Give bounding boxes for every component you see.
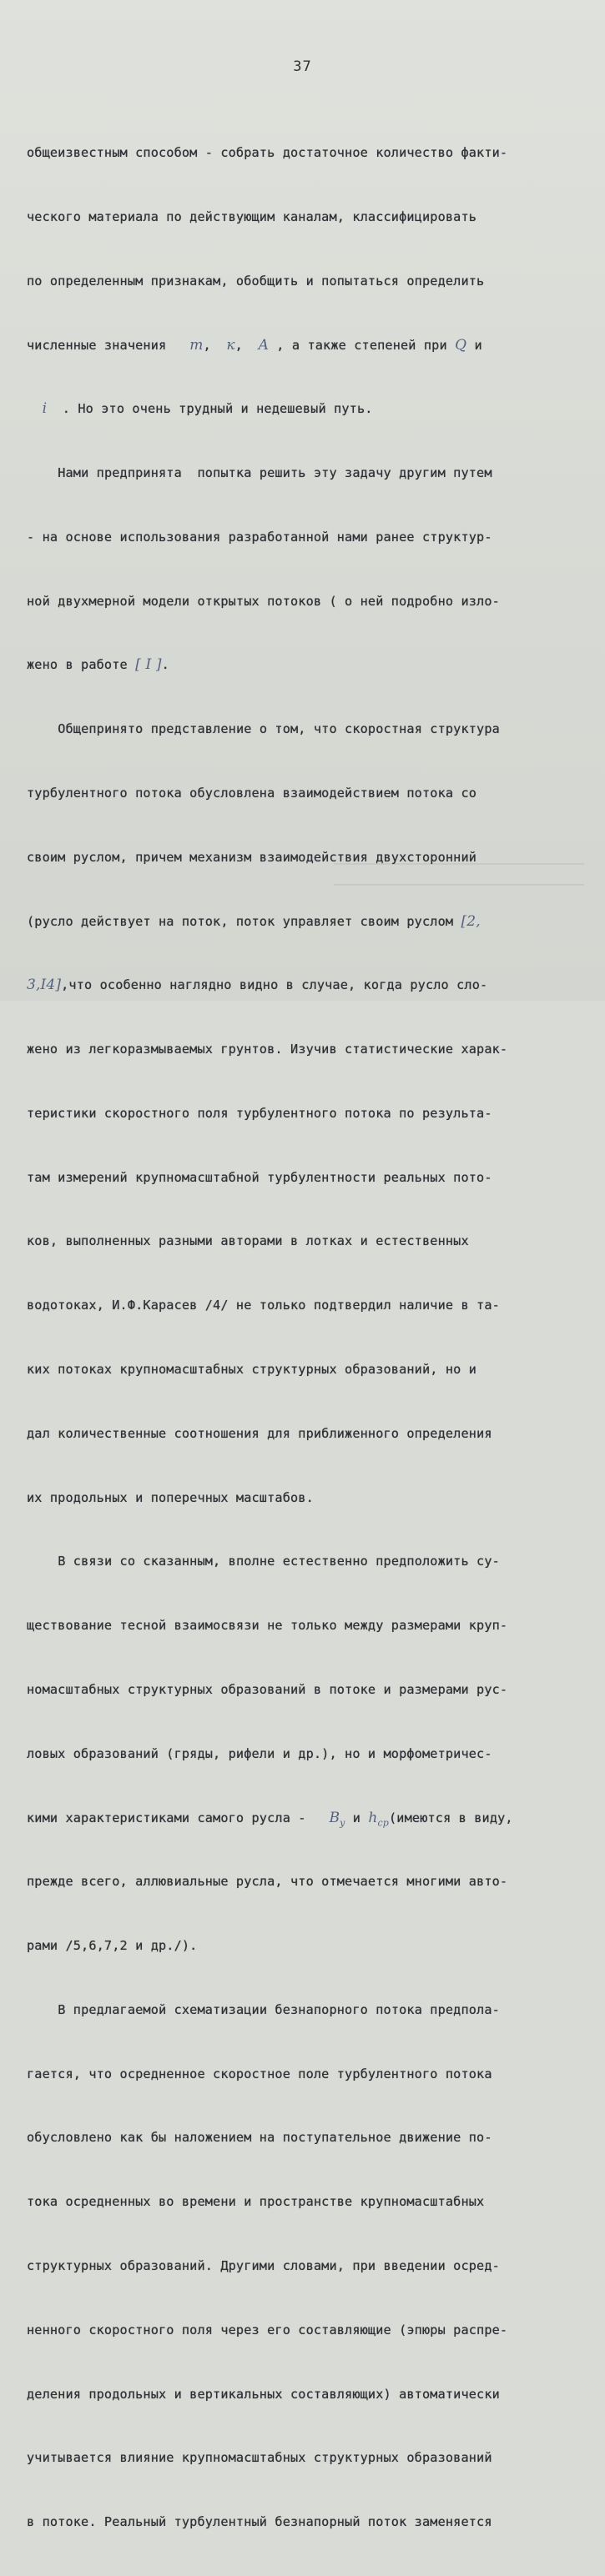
text-run: по определенным признакам, обобщить и попытаться определить: [27, 273, 485, 289]
text-line: [27, 1936, 523, 1957]
text-run: жено в работе: [27, 657, 128, 673]
text-line: [27, 2512, 523, 2533]
text-line: [27, 271, 523, 293]
handwritten-ref-2: [2,: [461, 912, 481, 930]
text-line: [27, 1808, 523, 1830]
text-line: [27, 527, 523, 549]
text-run: жено из легкоразмываемых грунтов. Изучив статистические харак-: [27, 1042, 508, 1057]
text-line: [27, 2064, 523, 2086]
text-run: турбулентного потока обусловлена взаимодействием потока со: [27, 786, 477, 801]
text-line: [27, 1167, 523, 1189]
text-run: , а также степеней при: [276, 337, 447, 353]
text-run: численные значения: [27, 337, 167, 353]
text-run: гается, что осредненное скоростное поле турбулентного потока: [27, 2066, 492, 2081]
page-number: 37: [293, 58, 312, 75]
handwritten-b-letter: B: [329, 1809, 340, 1826]
text-line: [27, 1871, 523, 1893]
text-run: общеизвестным способом - собрать достаточное количество факти-: [27, 145, 508, 161]
text-line: [27, 2320, 523, 2342]
text-line: [27, 143, 523, 164]
text-run: кими характеристиками самого русла -: [27, 1810, 306, 1825]
text-run: Нами предпринята попытка решить эту задачу другим путем: [58, 465, 492, 481]
text-run: ческого материала по действующим каналам, классифицировать: [27, 208, 477, 224]
text-run: обусловлено как бы наложением на поступательное движение по-: [27, 2130, 492, 2146]
text-line: [27, 463, 523, 485]
text-line: [27, 1551, 523, 1573]
handwritten-k: к: [226, 336, 235, 354]
text-run: (имеются в виду,: [389, 1810, 513, 1825]
handwritten-b-subscript: y: [340, 1816, 345, 1828]
text-line: [27, 207, 523, 228]
text-line: [27, 2127, 523, 2149]
text-run: Общепринято представление о том, что скоростная структура: [58, 721, 500, 737]
text-run: . Но это очень трудный и недешевый путь.: [62, 401, 373, 417]
text-run: В предлагаемой схематизации безнапорного потока предпола-: [58, 2001, 500, 2017]
text-line: [27, 1744, 523, 1765]
handwritten-i: i: [42, 400, 48, 418]
text-line: [27, 975, 523, 997]
text-run: тока осредненных во времени и пространстве крупномасштабных: [27, 2194, 485, 2210]
text-run: ,: [203, 337, 211, 353]
text-run: .: [161, 657, 169, 673]
text-run: - на основе использования разработанной нами ранее структур-: [27, 529, 492, 545]
handwritten-b: [329, 1810, 345, 1826]
text-run: ких потоках крупномасштабных структурных образований, но и: [27, 1362, 477, 1378]
text-run: ненного скоростного поля через его составляющие (эпюры распре-: [27, 2322, 508, 2337]
text-run: ществование тесной взаимосвязи не только между размерами круп-: [27, 1618, 508, 1634]
handwritten-h: [368, 1810, 389, 1826]
text-line: [27, 2384, 523, 2406]
text-run: (русло действует на поток, поток управляет своим руслом: [27, 913, 454, 929]
text-run: В связи со сказанным, вполне естественно предположить су-: [58, 1554, 500, 1569]
text-line: [27, 335, 523, 357]
body-text: [27, 100, 523, 2576]
text-line: [27, 1103, 523, 1125]
text-line: [27, 911, 523, 933]
text-run: их продольных и поперечных масштабов.: [27, 1489, 314, 1505]
text-run: теристики скоростного поля турбулентного потока по результа-: [27, 1105, 492, 1121]
text-run: деления продольных и вертикальных составляющих) автоматически: [27, 2386, 500, 2402]
text-line: [27, 2000, 523, 2021]
handwritten-q: Q: [455, 336, 467, 354]
text-line: [27, 1615, 523, 1637]
text-run: учитывается влияние крупномасштабных структурных образований: [27, 2450, 492, 2466]
text-line: [27, 1231, 523, 1253]
text-run: прежде всего, аллювиальные русла, что отмечается многими авто-: [27, 1874, 508, 1890]
handwritten-ref-1: [ I ]: [135, 656, 162, 674]
text-line: [27, 783, 523, 805]
handwritten-h-letter: h: [368, 1809, 378, 1826]
text-run: и: [474, 337, 482, 353]
handwritten-ref-3-14: 3,I4]: [27, 977, 62, 994]
text-run: своим руслом, причем механизм взаимодействия двухсторонний: [27, 849, 477, 865]
text-run: структурных образований. Другими словами, при введении осред-: [27, 2257, 500, 2273]
handwritten-a: A: [258, 336, 269, 354]
text-line: [27, 1295, 523, 1317]
text-run: и: [352, 1810, 361, 1825]
handwritten-h-subscript: ср: [377, 1816, 390, 1828]
text-run: ,что особенно наглядно видно в случае, когда русло сло-: [61, 977, 488, 993]
text-line: [27, 2448, 523, 2469]
reverse-side-bleed-through: [334, 863, 584, 896]
text-line: [27, 1680, 523, 1701]
text-line: [27, 2256, 523, 2277]
text-line: [27, 1359, 523, 1381]
text-run: ловых образований (гряды, рифели и др.), но и морфометричес-: [27, 1745, 492, 1761]
text-line: [27, 655, 523, 676]
text-run: ков, выполненных разными авторами в лотках и естественных: [27, 1233, 469, 1249]
text-line: [27, 1039, 523, 1061]
text-run: там измерений крупномасштабной турбулентности реальных пото-: [27, 1169, 492, 1185]
text-run: ной двухмерной модели открытых потоков ( о ней подробно изло-: [27, 593, 500, 609]
text-line: [27, 1424, 523, 1445]
text-line: [27, 399, 523, 420]
text-run: рами /5,6,7,2 и др./).: [27, 1938, 198, 1954]
text-line: [27, 591, 523, 613]
text-run: в потоке. Реальный турбулентный безнапорный поток заменяется: [27, 2514, 492, 2530]
text-run: водотоках, И.Ф.Карасев /4/ не только подтвердил наличие в та-: [27, 1298, 500, 1313]
text-line: [27, 1488, 523, 1509]
text-line: [27, 719, 523, 741]
text-run: ,: [234, 337, 243, 353]
text-run: дал количественные соотношения для приближенного определения: [27, 1425, 492, 1441]
text-run: номасштабных структурных образований в потоке и размерами рус-: [27, 1681, 508, 1697]
handwritten-m: m: [189, 336, 204, 354]
text-line: [27, 2192, 523, 2213]
